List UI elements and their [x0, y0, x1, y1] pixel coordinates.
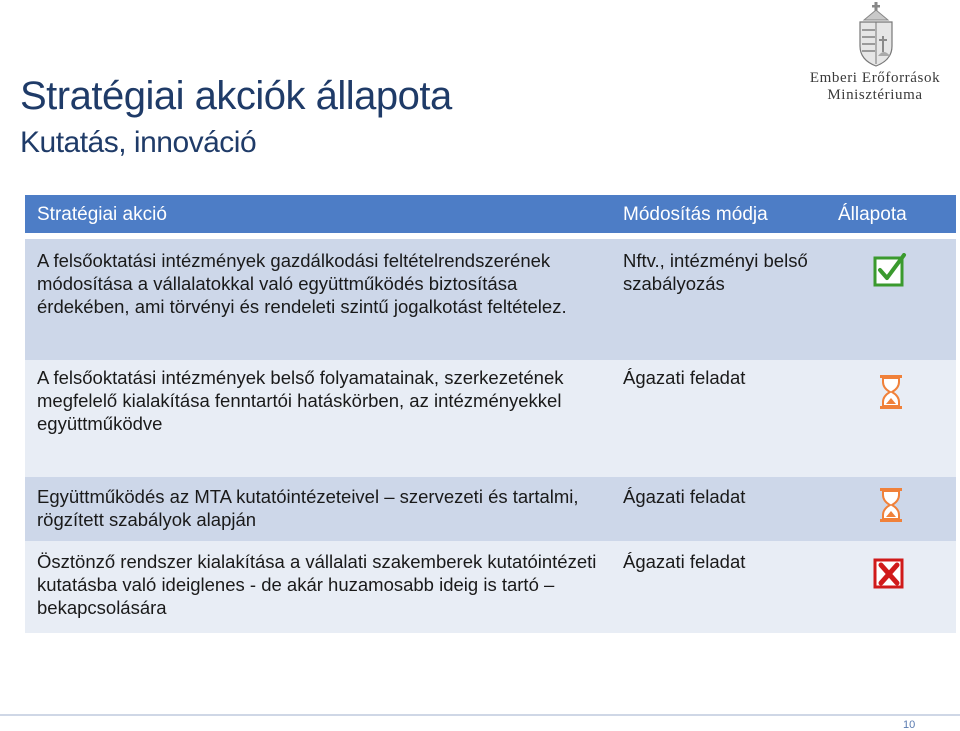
coat-of-arms-icon [846, 2, 906, 68]
table-row [25, 477, 956, 541]
row-action: A felsőoktatási intézmények gazdálkodási feltételrendszerének módosítása a vállalatokkal való együttműködés biztosítása érdekében, ami törvényi és rendeleti szintű jogalkotást feltételez. [37, 250, 567, 317]
row-mode: Ágazati feladat [623, 367, 746, 388]
footer-divider [0, 714, 960, 716]
table-row [25, 239, 956, 360]
checkmark-icon [873, 253, 907, 287]
table-header [25, 195, 956, 233]
row-action: Együttműködés az MTA kutatóintézeteivel – szervezeti és tartalmi, rögzített szabályok alapján [37, 486, 579, 530]
row-action: Ösztönző rendszer kialakítása a vállalati szakemberek kutatóintézeti kutatásba való ideiglenes - de akár huzamosabb ideig is tartó – bekapcsolására [37, 551, 597, 618]
table-row [25, 360, 956, 477]
hourglass-icon [879, 374, 903, 410]
row-mode: Ágazati feladat [623, 486, 746, 507]
row-action: A felsőoktatási intézmények belső folyamatainak, szerkezetének megfelelő kialakítása fenntartói hatáskörben, az intézményekkel együttműködve [37, 367, 564, 434]
row-mode: Nftv., intézményi belső szabályozás [623, 250, 808, 294]
header-action: Stratégiai akció [37, 204, 167, 225]
slide-subtitle: Kutatás, innováció [20, 126, 257, 159]
table-row [25, 541, 956, 633]
slide-title: Stratégiai akciók állapota [20, 74, 452, 118]
page-number: 10 [903, 719, 916, 731]
ministry-logo [790, 2, 960, 112]
header-mode: Módosítás módja [623, 204, 768, 225]
cross-icon [873, 557, 907, 589]
hourglass-icon [879, 487, 903, 523]
row-mode: Ágazati feladat [623, 551, 746, 572]
header-status: Állapota [838, 204, 907, 225]
logo-text-line2: Minisztériuma [827, 87, 923, 103]
logo-text-line1: Emberi Erőforrások [809, 70, 941, 86]
